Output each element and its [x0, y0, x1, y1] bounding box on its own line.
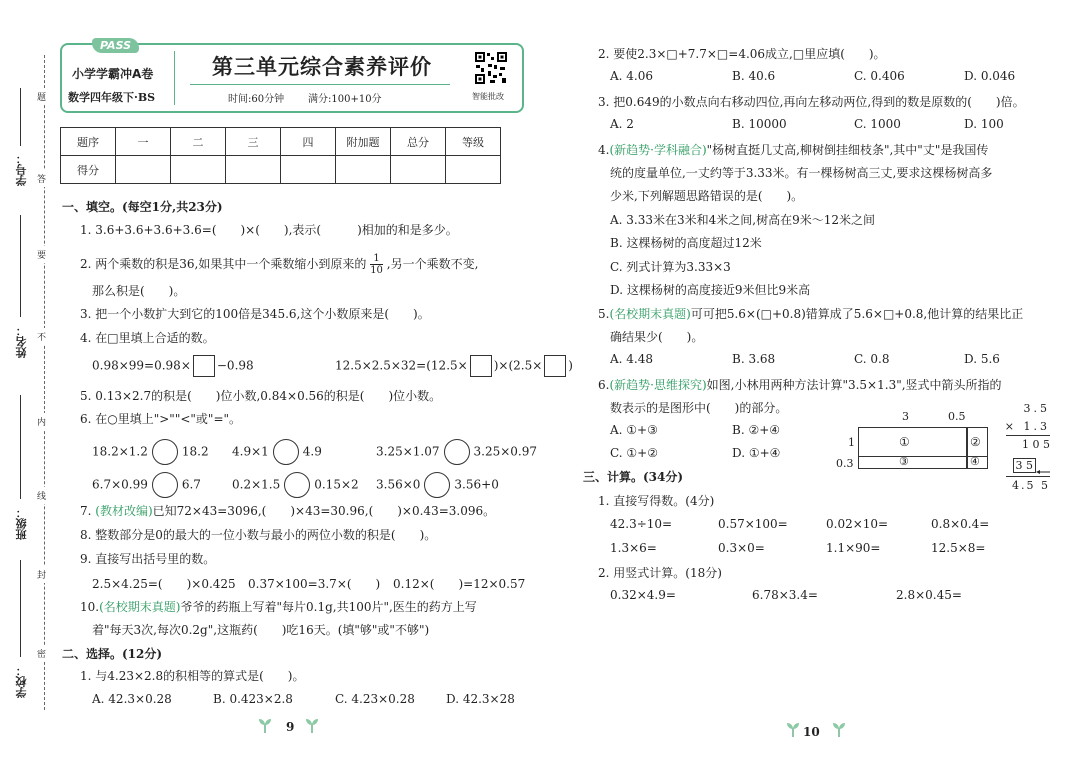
q2-text-b: ,另一个乘数不变,: [386, 257, 479, 271]
calc-item: 42.3÷10=: [610, 517, 673, 531]
q4-expression-b: [335, 355, 573, 377]
choice-option[interactable]: B. 10000: [732, 117, 787, 131]
grade-label: 数学四年级下·BS: [68, 91, 156, 104]
s6-number: 6.: [598, 378, 610, 392]
score-cell[interactable]: [391, 156, 446, 184]
score-cell[interactable]: [446, 156, 501, 184]
q6-right: 18.2: [181, 444, 209, 459]
choice-option[interactable]: D. 5.6: [964, 352, 1000, 366]
page-number: 9: [286, 720, 295, 734]
q6-item: [92, 439, 209, 465]
choice-option[interactable]: B. 这棵杨树的高度超过12米: [610, 236, 762, 250]
q10-text: 爷爷的药瓶上写着"每片0.1g,共100片",医生的药方上写: [180, 600, 477, 614]
score-table: [60, 127, 501, 184]
name-label: 姓名：: [15, 325, 28, 358]
exam-score: 满分:100+10分: [308, 94, 382, 105]
section-3-title: 三、计算。(34分): [583, 470, 684, 484]
question-choice-2: 2. 要使2.3×□+7.7×□=4.06成立,□里应填( )。: [598, 47, 886, 61]
page-number: 10: [803, 725, 820, 739]
seal-char: 题: [37, 88, 46, 105]
q6-item: [376, 439, 537, 465]
question-fill-5: 5. 0.13×2.7的积是( )位小数,0.84×0.56的积是( )位小数。: [80, 389, 442, 403]
calc-line-highlight: 3 5: [1013, 458, 1037, 473]
question-fill-10-cont: 着"每天3次,每次0.2g",这瓶药( )吃16天。(填"够"或"不够"): [92, 623, 430, 637]
region-1-box: [858, 427, 968, 457]
calc-rule: [1006, 476, 1050, 477]
q4-a-text2: −0.98: [216, 358, 254, 373]
table-header-cell: 二: [171, 128, 226, 156]
s5-tag: (名校期末真题): [609, 307, 691, 321]
exam-title: 第三单元综合素养评价: [212, 55, 432, 79]
q6-item: [376, 472, 499, 498]
pass-badge: PASS: [92, 38, 139, 53]
binding-sidebar: [0, 0, 55, 763]
student-id-blank[interactable]: [20, 88, 21, 146]
area-model-diagram: [836, 410, 981, 474]
diagram-top-label: 3: [902, 410, 909, 423]
question-choice-4-cont: 少米,下列解题思路错误的是( )。: [610, 189, 804, 203]
choice-option[interactable]: A. 4.06: [610, 69, 654, 83]
question-fill-1: 1. 3.6+3.6+3.6+3.6=( )×( ),表示( )相加的和是多少。: [80, 223, 458, 237]
q9-item: 0.12×( )=12×0.57: [393, 577, 526, 591]
q10-number: 10.: [80, 600, 100, 614]
score-cell[interactable]: [116, 156, 171, 184]
question-choice-6-cont: 数表示的是图形中( )的部分。: [610, 401, 788, 415]
table-header-cell: 四: [281, 128, 336, 156]
choice-option[interactable]: D. ①+④: [732, 446, 781, 460]
calc-item: 12.5×8=: [931, 541, 986, 555]
compare-circle[interactable]: [444, 439, 470, 465]
calc-question-2: 2. 用竖式计算。(18分): [598, 566, 722, 580]
calc-line: 3.5: [1023, 402, 1050, 415]
question-fill-4: 4. 在□里填上合适的数。: [80, 331, 215, 345]
fraction-numerator: 1: [370, 253, 383, 265]
question-choice-5: [598, 305, 1023, 322]
seal-char: 封: [37, 566, 46, 583]
seal-char: 答: [37, 170, 46, 187]
q6-item: [92, 472, 201, 498]
q9-item: 2.5×4.25=( )×0.425: [92, 577, 236, 591]
calc-item: 0.3×0=: [718, 541, 765, 555]
exam-time: 时间:60分钟: [228, 94, 285, 105]
score-cell[interactable]: [336, 156, 391, 184]
calc-item: 0.8×0.4=: [931, 517, 990, 531]
right-page: [540, 0, 1080, 763]
q4-b-text3: ): [568, 358, 573, 373]
score-table-header-row: [61, 128, 501, 156]
series-name: 小学学霸冲A卷: [72, 67, 154, 81]
choice-option[interactable]: D. 0.046: [964, 69, 1016, 83]
table-header-cell: 题序: [61, 128, 116, 156]
choice-option[interactable]: A. 2: [610, 117, 634, 131]
calc-item: 0.02×10=: [826, 517, 889, 531]
compare-circle[interactable]: [284, 472, 310, 498]
calc-item: 1.1×90=: [826, 541, 881, 555]
question-fill-3: 3. 把一个小数扩大到它的100倍是345.6,这个小数原来是( )。: [80, 307, 430, 321]
seal-char: 不: [37, 328, 46, 345]
q6-item: [232, 472, 359, 498]
question-fill-8: 8. 整数部分是0的最大的一位小数与最小的两位小数的积是( )。: [80, 528, 437, 542]
seal-char: 内: [37, 413, 46, 430]
choice-option[interactable]: A. ①+③: [610, 423, 658, 437]
q6-left: 18.2×1.2: [92, 444, 148, 459]
diagram-side-label: 0.3: [836, 457, 854, 470]
calc-item: 2.8×0.45=: [896, 588, 962, 602]
score-table-score-row: [61, 156, 501, 184]
calc-question-1: 1. 直接写得数。(4分): [598, 494, 715, 508]
seal-char: 要: [37, 246, 46, 263]
question-choice-1: 1. 与4.23×2.8的积相等的算式是( )。: [80, 669, 305, 683]
title-underline: [190, 84, 450, 85]
choice-option[interactable]: A. 42.3×0.28: [92, 692, 172, 706]
q6-right: 3.56+0: [454, 477, 499, 492]
q6-left: 3.56×0: [376, 477, 421, 492]
qr-caption: 智能批改: [472, 92, 504, 101]
choice-option[interactable]: C. 1000: [854, 117, 901, 131]
choice-option[interactable]: C. 0.8: [854, 352, 890, 366]
compare-circle[interactable]: [424, 472, 450, 498]
choice-option[interactable]: A. 3.33米在3米和4米之间,树高在9米～12米之间: [610, 213, 876, 227]
question-choice-5-cont: 确结果少( )。: [610, 330, 704, 344]
calc-line: 4.5 5: [1012, 479, 1050, 492]
choice-option[interactable]: C. 4.23×0.28: [335, 692, 415, 706]
region-label: ①: [899, 435, 910, 449]
q4-expression-a: [92, 355, 254, 377]
question-fill-6: 6. 在○里填上">""<"或"="。: [80, 412, 242, 426]
table-header-cell: 一: [116, 128, 171, 156]
score-cell[interactable]: [226, 156, 281, 184]
sprout-icon: [256, 716, 274, 737]
q10-tag: (名校期末真题): [99, 600, 181, 614]
s6-tag: (新趋势·思维探究): [609, 378, 707, 392]
question-choice-3: 3. 把0.649的小数点向右移动四位,再向左移动两位,得到的数是原数的( )倍。: [598, 95, 1025, 109]
q4-a-text1: 0.98×99=0.98×: [92, 358, 191, 373]
table-header-cell: 附加题: [336, 128, 391, 156]
sprout-icon: [784, 720, 802, 741]
q6-left: 3.25×1.07: [376, 444, 440, 459]
header-divider: [174, 51, 175, 105]
q6-right: 4.9: [302, 444, 322, 459]
question-fill-9: 9. 直接写出括号里的数。: [80, 552, 216, 566]
compare-circle[interactable]: [152, 472, 178, 498]
choice-option[interactable]: A. 4.48: [610, 352, 654, 366]
question-fill-10: [80, 598, 477, 615]
seal-char: 密: [37, 645, 46, 662]
compare-circle[interactable]: [273, 439, 299, 465]
s5-text: 可可把5.6×(□+0.8)错算成了5.6×□+0.8,他计算的结果比正: [690, 307, 1024, 321]
question-choice-4-cont: 统的度量单位,一丈约等于3.33米。有一棵杨树高三丈,要求这棵杨树高多: [610, 166, 993, 180]
table-header-cell: 总分: [391, 128, 446, 156]
q7-text: 已知72×43=3096,( )×43=30.96,( )×0.43=3.096。: [152, 504, 496, 518]
region-label: ④: [970, 455, 980, 468]
choice-option[interactable]: D. 这棵杨树的高度接近9米但比9米高: [610, 283, 811, 297]
binding-dashed-line: [44, 55, 45, 710]
vertical-calculation: [980, 402, 1050, 497]
sprout-icon: [830, 720, 848, 741]
choice-option[interactable]: B. 0.423×2.8: [213, 692, 293, 706]
question-fill-2: [80, 253, 478, 276]
q6-left: 6.7×0.99: [92, 477, 148, 492]
s4-tag: (新趋势·学科融合): [609, 143, 707, 157]
choice-option[interactable]: C. 0.406: [854, 69, 905, 83]
s5-number: 5.: [598, 307, 610, 321]
class-blank[interactable]: [20, 395, 21, 499]
q7-tag: (教材改编): [95, 504, 153, 518]
question-choice-6: [598, 376, 1002, 393]
choice-option[interactable]: D. 100: [964, 117, 1004, 131]
table-header-cell: 三: [226, 128, 281, 156]
fraction: [370, 253, 383, 276]
answer-box[interactable]: [470, 355, 492, 377]
choice-option[interactable]: D. 42.3×28: [446, 692, 515, 706]
choice-option[interactable]: B. 3.68: [732, 352, 776, 366]
fraction-denominator: 10: [370, 265, 383, 276]
calc-rule: [1006, 435, 1050, 436]
calc-line: × 1.3: [1004, 420, 1050, 433]
calc-item: 6.78×3.4=: [752, 588, 818, 602]
school-label: 学校：: [15, 665, 28, 698]
region-label: ③: [899, 455, 909, 468]
q2-text-a: 2. 两个乘数的积是36,如果其中一个乘数缩小到原来的: [80, 257, 367, 271]
q6-item: [232, 439, 322, 465]
exam-header: [60, 39, 524, 113]
qr-code-icon[interactable]: [474, 51, 508, 85]
s4-text: "杨树直挺几丈高,柳树倒挂细枝条",其中"丈"是我国传: [706, 143, 989, 157]
s6-text: 如图,小林用两种方法计算"3.5×1.3",竖式中箭头所指的: [706, 378, 1002, 392]
q7-number: 7.: [80, 504, 92, 518]
class-label: 班级：: [15, 507, 28, 540]
diagram-side-label: 1: [848, 436, 855, 449]
sprout-icon: [303, 716, 321, 737]
q6-left: 0.2×1.5: [232, 477, 281, 492]
question-fill-7: [80, 502, 495, 519]
region-3-box: [858, 456, 968, 469]
diagram-top-label: 0.5: [948, 410, 966, 423]
s4-number: 4.: [598, 143, 610, 157]
name-blank[interactable]: [20, 215, 21, 317]
choice-option[interactable]: B. 40.6: [732, 69, 776, 83]
q6-right: 3.25×0.97: [473, 444, 537, 459]
region-label: ②: [970, 435, 981, 449]
q6-right: 0.15×2: [314, 477, 359, 492]
q9-item: 0.37×100=3.7×( ): [248, 577, 381, 591]
seal-char: 线: [37, 487, 46, 504]
choice-option[interactable]: C. 列式计算为3.33×3: [610, 260, 731, 274]
section-1-title: 一、填空。(每空1分,共23分): [62, 200, 223, 214]
calc-item: 1.3×6=: [610, 541, 657, 555]
school-blank[interactable]: [20, 560, 21, 657]
q6-left: 4.9×1: [232, 444, 269, 459]
calc-item: 0.32×4.9=: [610, 588, 676, 602]
table-row-label: 得分: [61, 156, 116, 184]
q4-b-text1: 12.5×2.5×32=(12.5×: [335, 358, 468, 373]
table-header-cell: 等级: [446, 128, 501, 156]
score-cell[interactable]: [171, 156, 226, 184]
answer-box[interactable]: [193, 355, 215, 377]
calc-line: 1 0 5: [1022, 438, 1050, 451]
section-2-title: 二、选择。(12分): [62, 647, 163, 661]
question-fill-2-cont: 那么积是( )。: [92, 284, 186, 298]
calc-item: 0.57×100=: [718, 517, 788, 531]
q6-right: 6.7: [181, 477, 201, 492]
choice-option[interactable]: C. ①+②: [610, 446, 658, 460]
score-cell[interactable]: [281, 156, 336, 184]
question-choice-4: [598, 141, 988, 158]
q4-b-text2: )×(2.5×: [493, 358, 543, 373]
compare-circle[interactable]: [152, 439, 178, 465]
student-id-label: 学号：: [15, 153, 28, 186]
choice-option[interactable]: B. ②+④: [732, 423, 781, 437]
